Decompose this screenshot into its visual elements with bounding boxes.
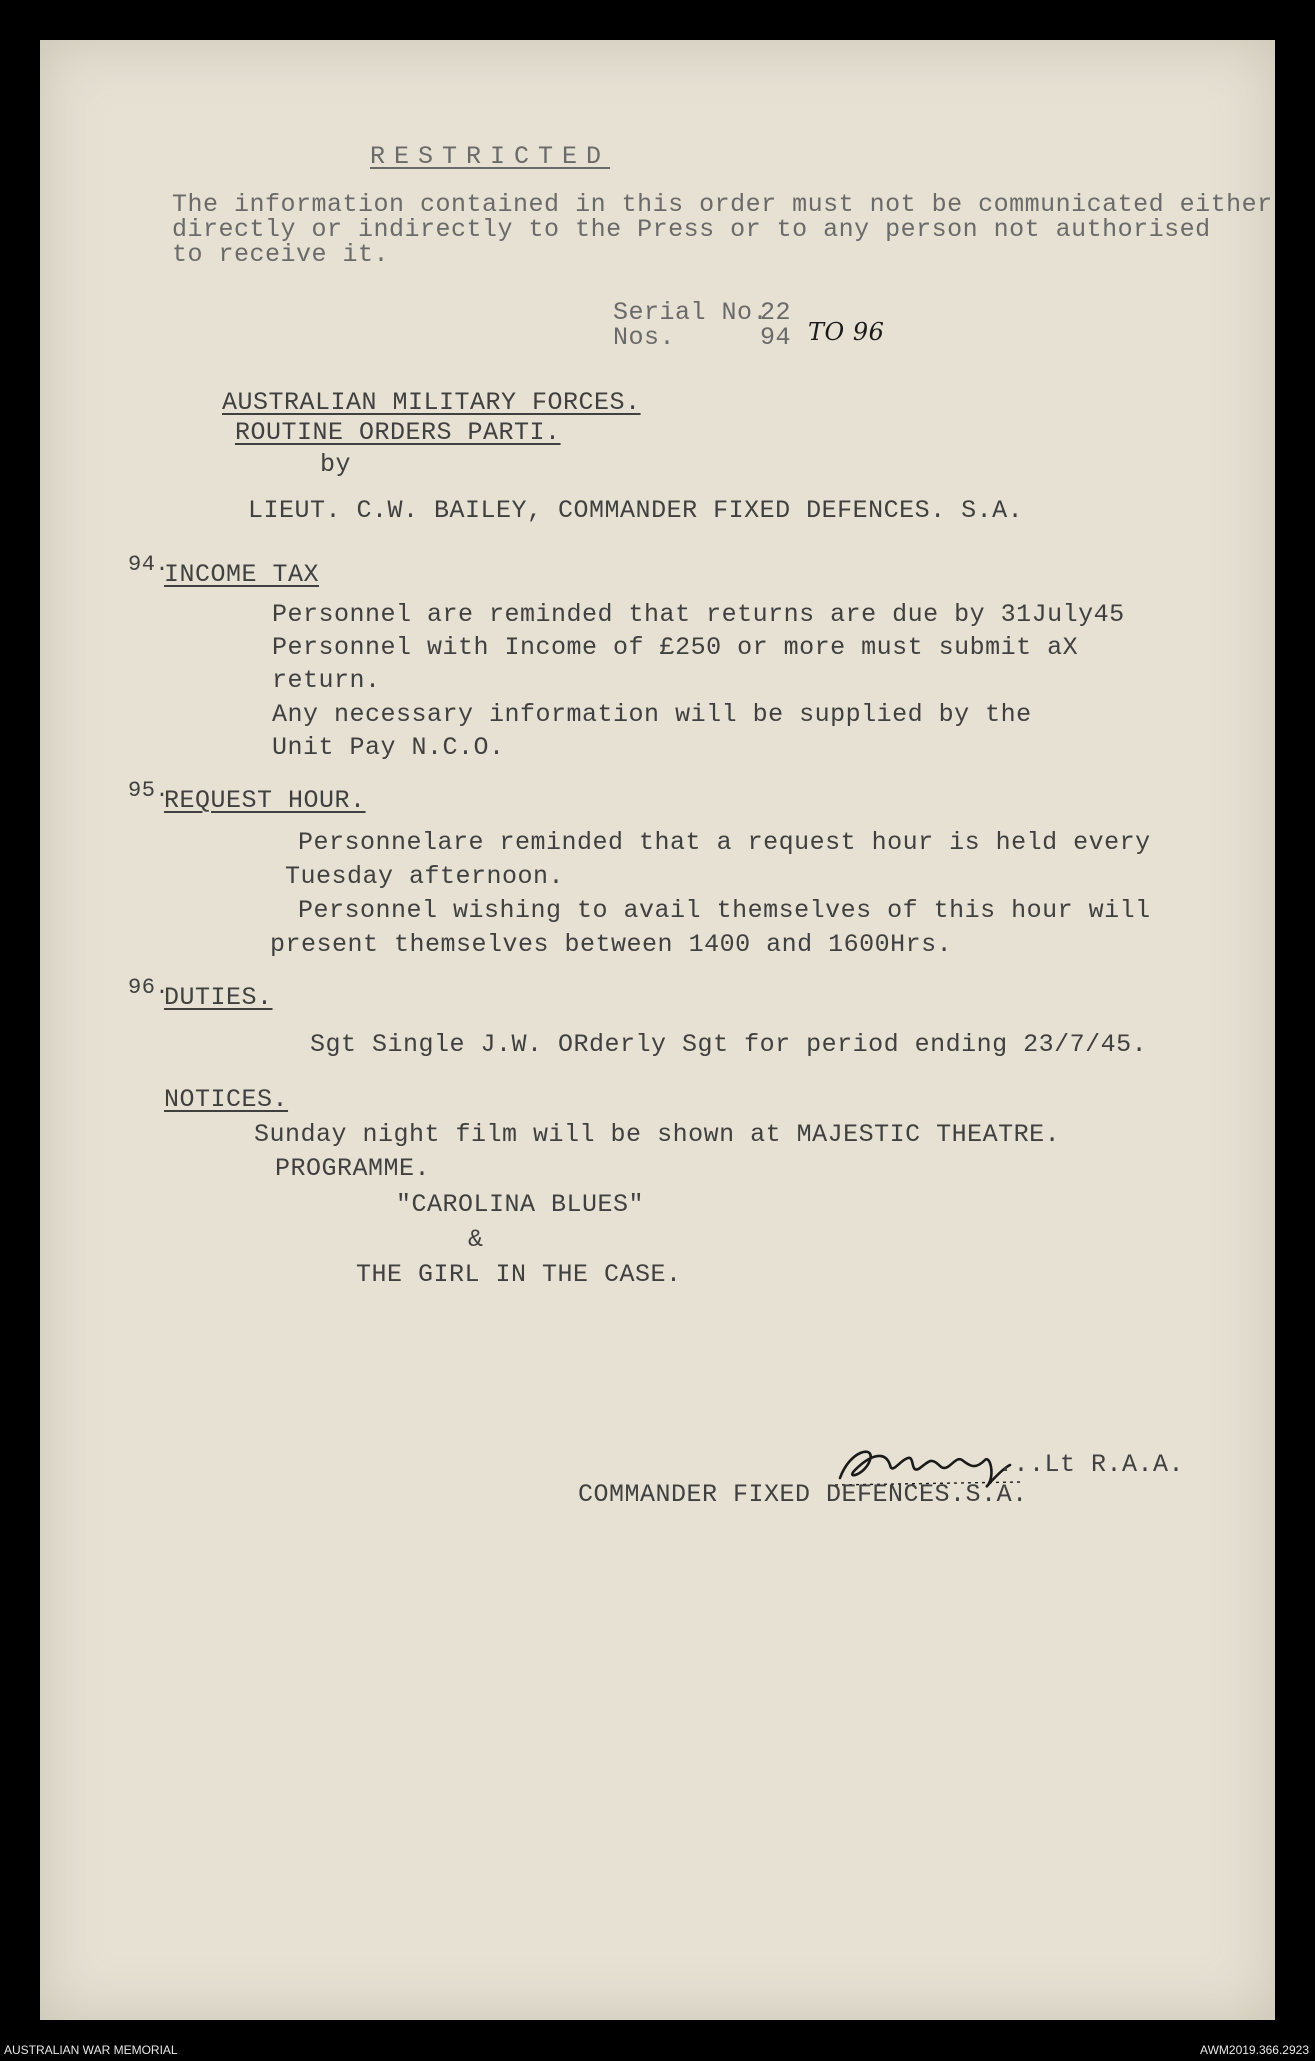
footer-right-label: AWM2019.366.2923	[1200, 2043, 1309, 2057]
notices-heading: NOTICES.	[164, 1085, 289, 1114]
notice-line-3: to receive it.	[172, 240, 390, 269]
notices-line-2: PROGRAMME.	[275, 1154, 431, 1183]
section-94-line-4: Any necessary information will be supplied by the	[272, 700, 1032, 729]
title-by: by	[320, 450, 352, 479]
serial-label: Serial No.	[613, 298, 769, 327]
section-number-94: 94.	[128, 552, 170, 577]
notices-line-3: "CAROLINA BLUES"	[396, 1190, 645, 1219]
section-heading-income-tax: INCOME TAX	[164, 560, 320, 589]
section-heading-duties: DUTIES.	[164, 983, 273, 1012]
signature-title: COMMANDER FIXED DEFENCES.S.A.	[578, 1480, 1028, 1509]
section-number-96: 96.	[128, 975, 170, 1000]
section-heading-request-hour: REQUEST HOUR.	[164, 786, 366, 815]
section-95-line-4: present themselves between 1400 and 1600Hrs.	[270, 930, 953, 959]
nos-label: Nos.	[613, 323, 676, 352]
restricted-heading: RESTRICTED	[370, 142, 611, 171]
footer-left-label: AUSTRALIAN WAR MEMORIAL	[4, 2043, 178, 2057]
notices-line-4: &	[468, 1225, 484, 1254]
section-94-line-3: return.	[272, 666, 381, 695]
issuer-line: LIEUT. C.W. BAILEY, COMMANDER FIXED DEFENCES. S.A.	[248, 496, 1024, 525]
title-line-2: ROUTINE ORDERS PARTI.	[235, 418, 561, 447]
nos-value: 94	[760, 323, 792, 352]
section-94-line-5: Unit Pay N.C.O.	[272, 733, 505, 762]
nos-handwritten: TO 96	[808, 318, 885, 346]
document-page	[40, 40, 1275, 2020]
serial-value: 22	[760, 298, 792, 327]
section-96-line-1: Sgt Single J.W. ORderly Sgt for period ending 23/7/45.	[310, 1030, 1148, 1059]
section-95-line-1: Personnelare reminded that a request hour is held every	[298, 828, 1151, 857]
section-94-line-2: Personnel with Income of £250 or more must submit aX	[272, 633, 1079, 662]
notice-line-1: The information contained in this order must not be communicated either	[172, 190, 1273, 219]
section-95-line-2: Tuesday afternoon.	[285, 862, 565, 891]
section-95-line-3: Personnel wishing to avail themselves of this hour will	[298, 896, 1151, 925]
signature-rank: ...Lt R.A.A.	[998, 1450, 1185, 1479]
notices-line-1: Sunday night film will be shown at MAJESTIC THEATRE.	[254, 1120, 1061, 1149]
notices-line-5: THE GIRL IN THE CASE.	[356, 1260, 682, 1289]
notice-line-2: directly or indirectly to the Press or to any person not authorised	[172, 215, 1211, 244]
section-number-95: 95.	[128, 778, 170, 803]
section-94-line-1: Personnel are reminded that returns are due by 31July45	[272, 600, 1125, 629]
title-line-1: AUSTRALIAN MILITARY FORCES.	[222, 388, 641, 417]
